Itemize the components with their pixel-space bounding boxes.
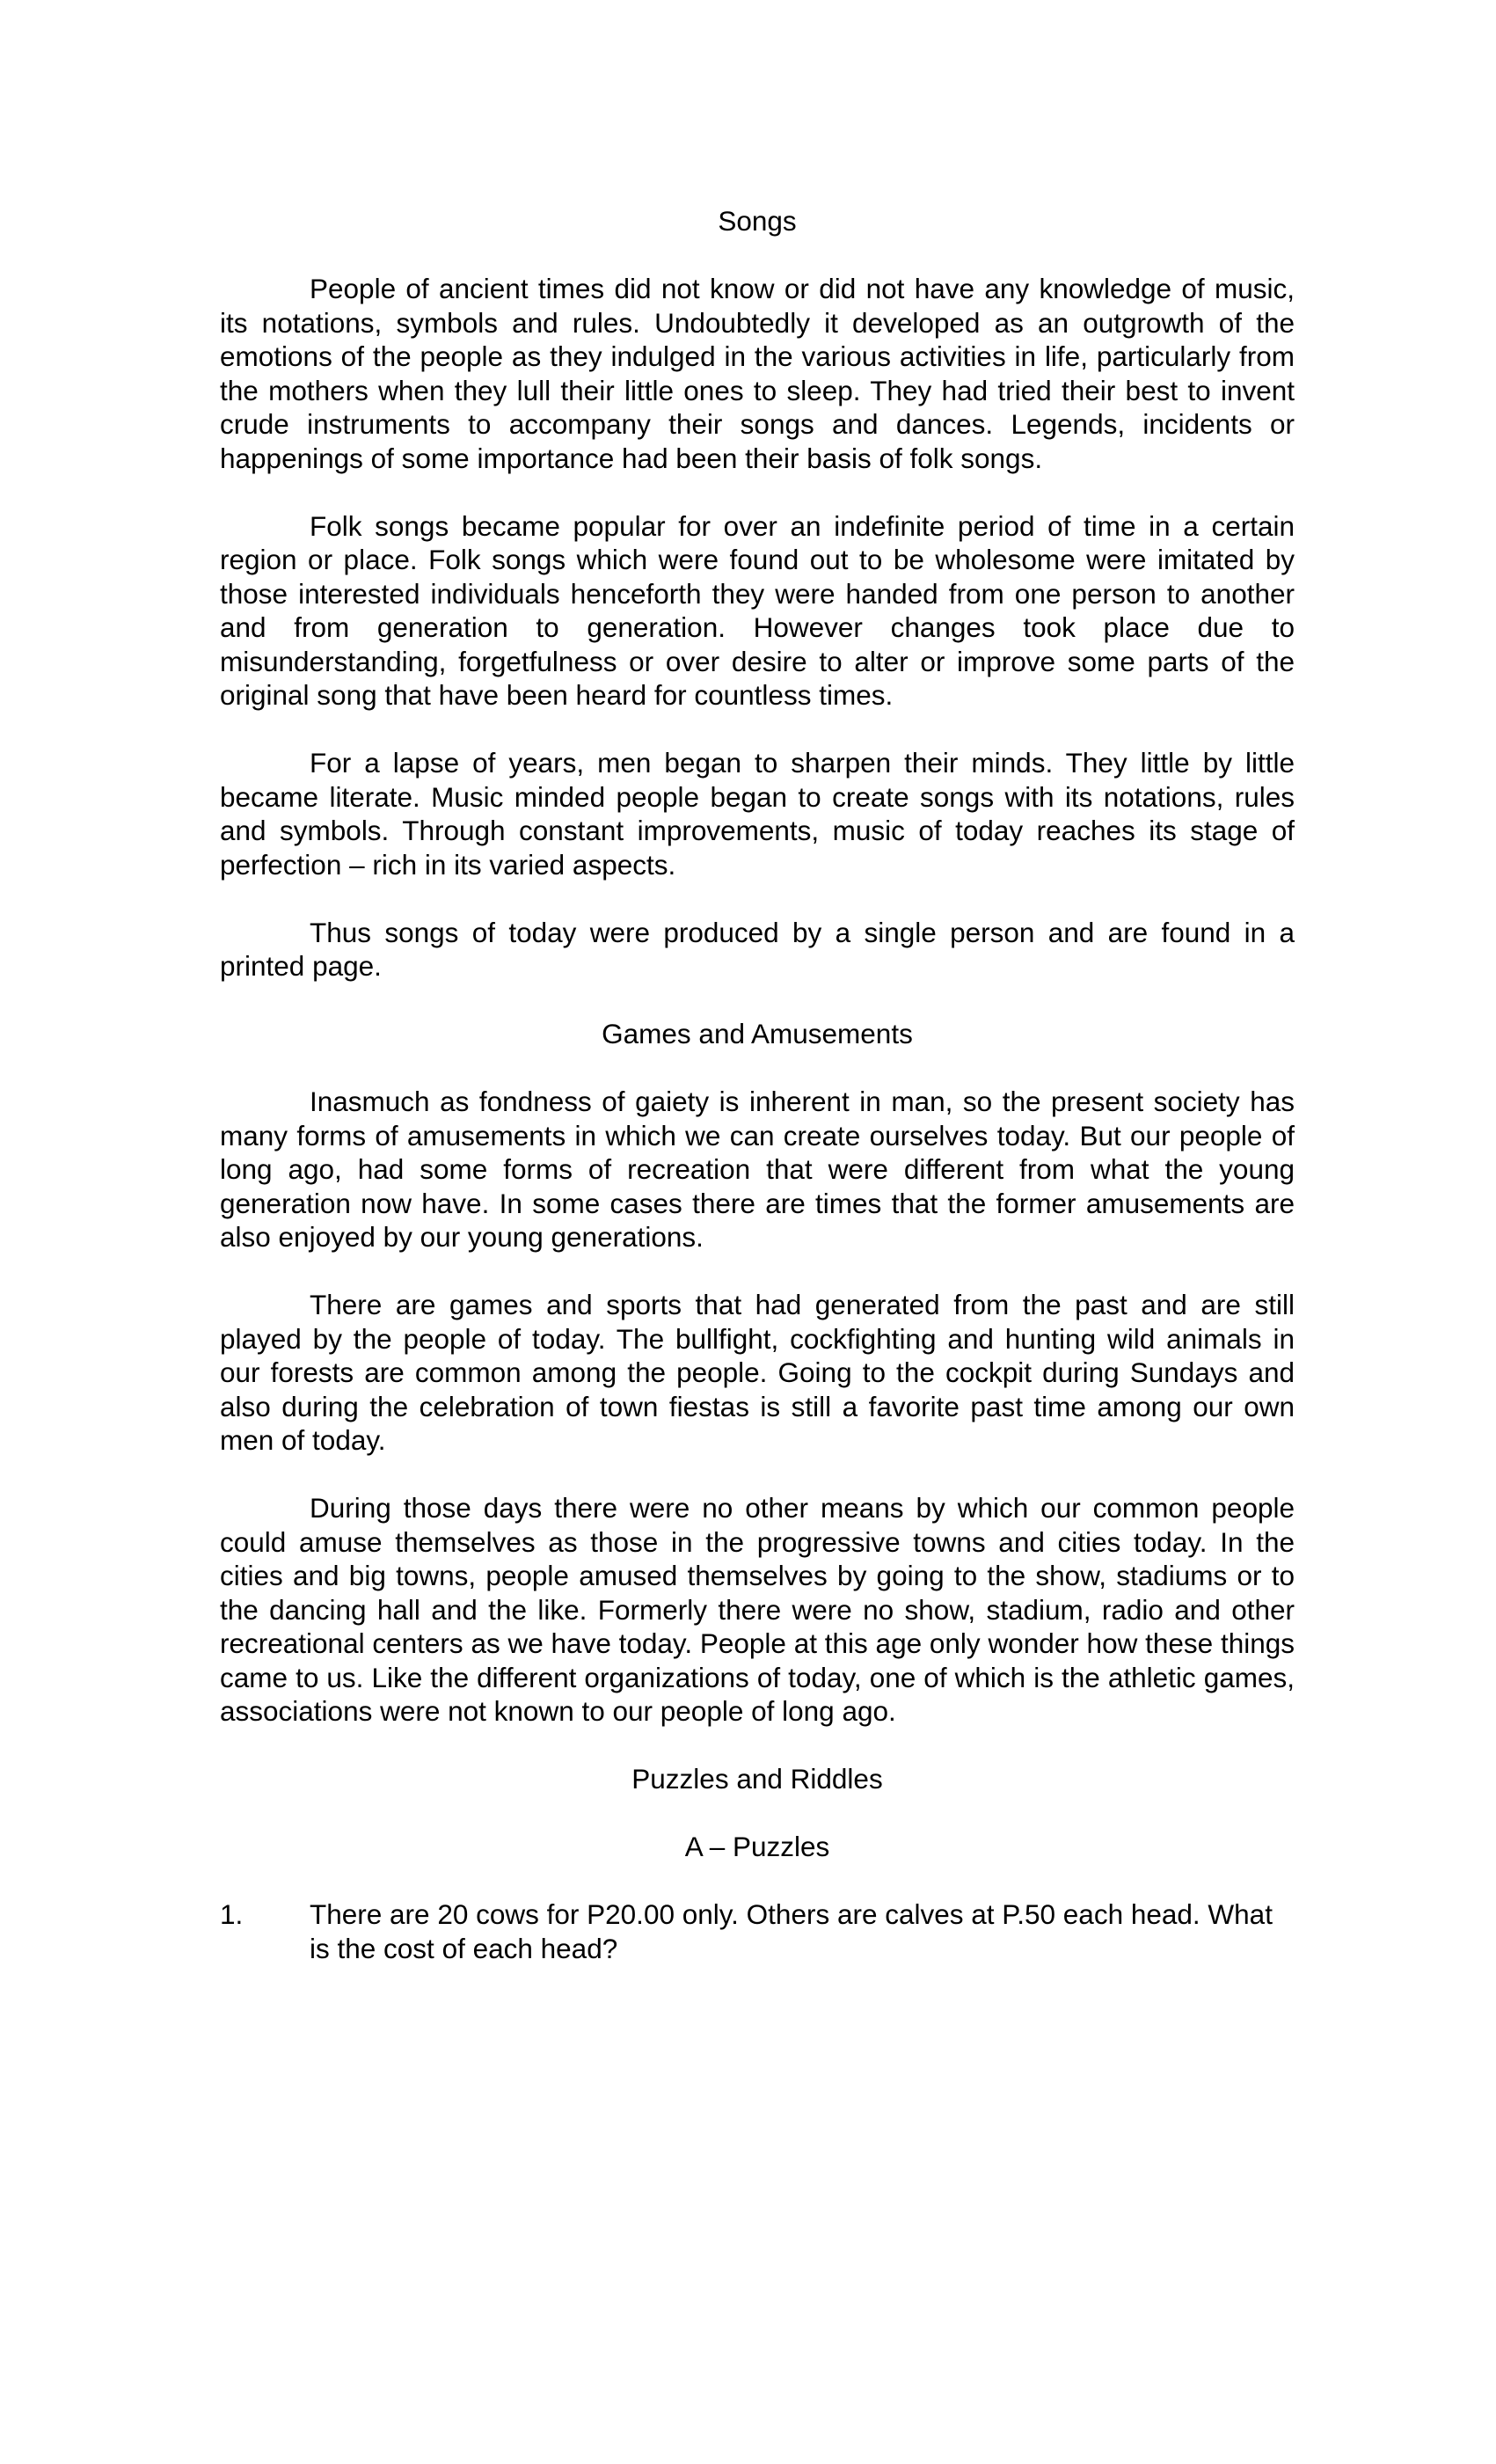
heading-games-and-amusements: Games and Amusements [602, 1018, 913, 1049]
spacer [220, 475, 1295, 509]
page-content [220, 204, 1295, 1965]
list-item-text: There are 20 cows for P20.00 only. Others are calves at P.50 each head. What is the cost of each head? [310, 1898, 1273, 1964]
list-item-number: 1. [220, 1898, 244, 1930]
spacer [220, 1729, 1295, 1763]
spacer [220, 238, 1295, 273]
spacer [220, 1458, 1295, 1492]
heading-puzzles-and-riddles: Puzzles and Riddles [631, 1763, 883, 1795]
paragraph: People of ancient times did not know or did not have any knowledge of music, its notations, symbols and rules. Undoubtedly it developed as an outgrowth of the emotions of the people as they indulged in the various activities in life, particularly from the mothers when they lull their little ones to sleep. They had tried their best to invent crude instruments to accompany their songs and dances. Legends, incidents or happenings of some importance had been their basis of folk songs. [220, 273, 1295, 474]
spacer [220, 881, 1295, 916]
paragraph: Thus songs of today were produced by a single person and are found in a printed page. [220, 916, 1295, 982]
paragraph: There are games and sports that had generated from the past and are still played by the people of today. The bullfight, cockfighting and hunting wild animals in our forests are common among the people. Going to the cockpit during Sundays and also during the celebration of town fiestas is still a favorite past time among our own men of today. [220, 1289, 1295, 1456]
spacer [220, 983, 1295, 1018]
paragraph: Folk songs became popular for over an indefinite period of time in a certain region or place. Folk songs which were found out to be wholesome were imitated by those interested individuals henceforth they were handed from one person to another and from generation to generation. However changes took place due to misunderstanding, forgetfulness or over desire to alter or improve some parts of the original song that have been heard for countless times. [220, 509, 1295, 711]
paragraph: During those days there were no other means by which our common people could amuse themselves as those in the progressive towns and cities today. In the cities and big towns, people amused themselves by going to the show, stadiums or to the dancing hall and the like. Formerly there were no show, stadium, radio and other recreational centers as we have today. People at this age only wonder how these things came to us. Like the different organizations of today, one of which is the athletic games, associations were not known to our people of long ago. [220, 1492, 1295, 1727]
heading-songs: Songs [718, 205, 797, 237]
spacer [220, 1864, 1295, 1898]
spacer [220, 1051, 1295, 1086]
spacer [220, 1254, 1295, 1289]
spacer [220, 713, 1295, 747]
spacer [220, 1796, 1295, 1831]
paragraph: For a lapse of years, men began to sharpen their minds. They little by little became literate. Music minded people began to create songs with its notations, rules and symbols. Through constant improvements, music of today reaches its stage of perfection – rich in its varied aspects. [220, 747, 1295, 881]
paragraph: Inasmuch as fondness of gaiety is inherent in man, so the present society has many forms of amusements in which we can create ourselves today. But our people of long ago, had some forms of recreation that were different from what the young generation now have. In some cases there are times that the former amusements are also enjoyed by our young generations. [220, 1086, 1295, 1253]
list-item [220, 1897, 1295, 1965]
subheading-puzzles: A – Puzzles [684, 1831, 830, 1862]
